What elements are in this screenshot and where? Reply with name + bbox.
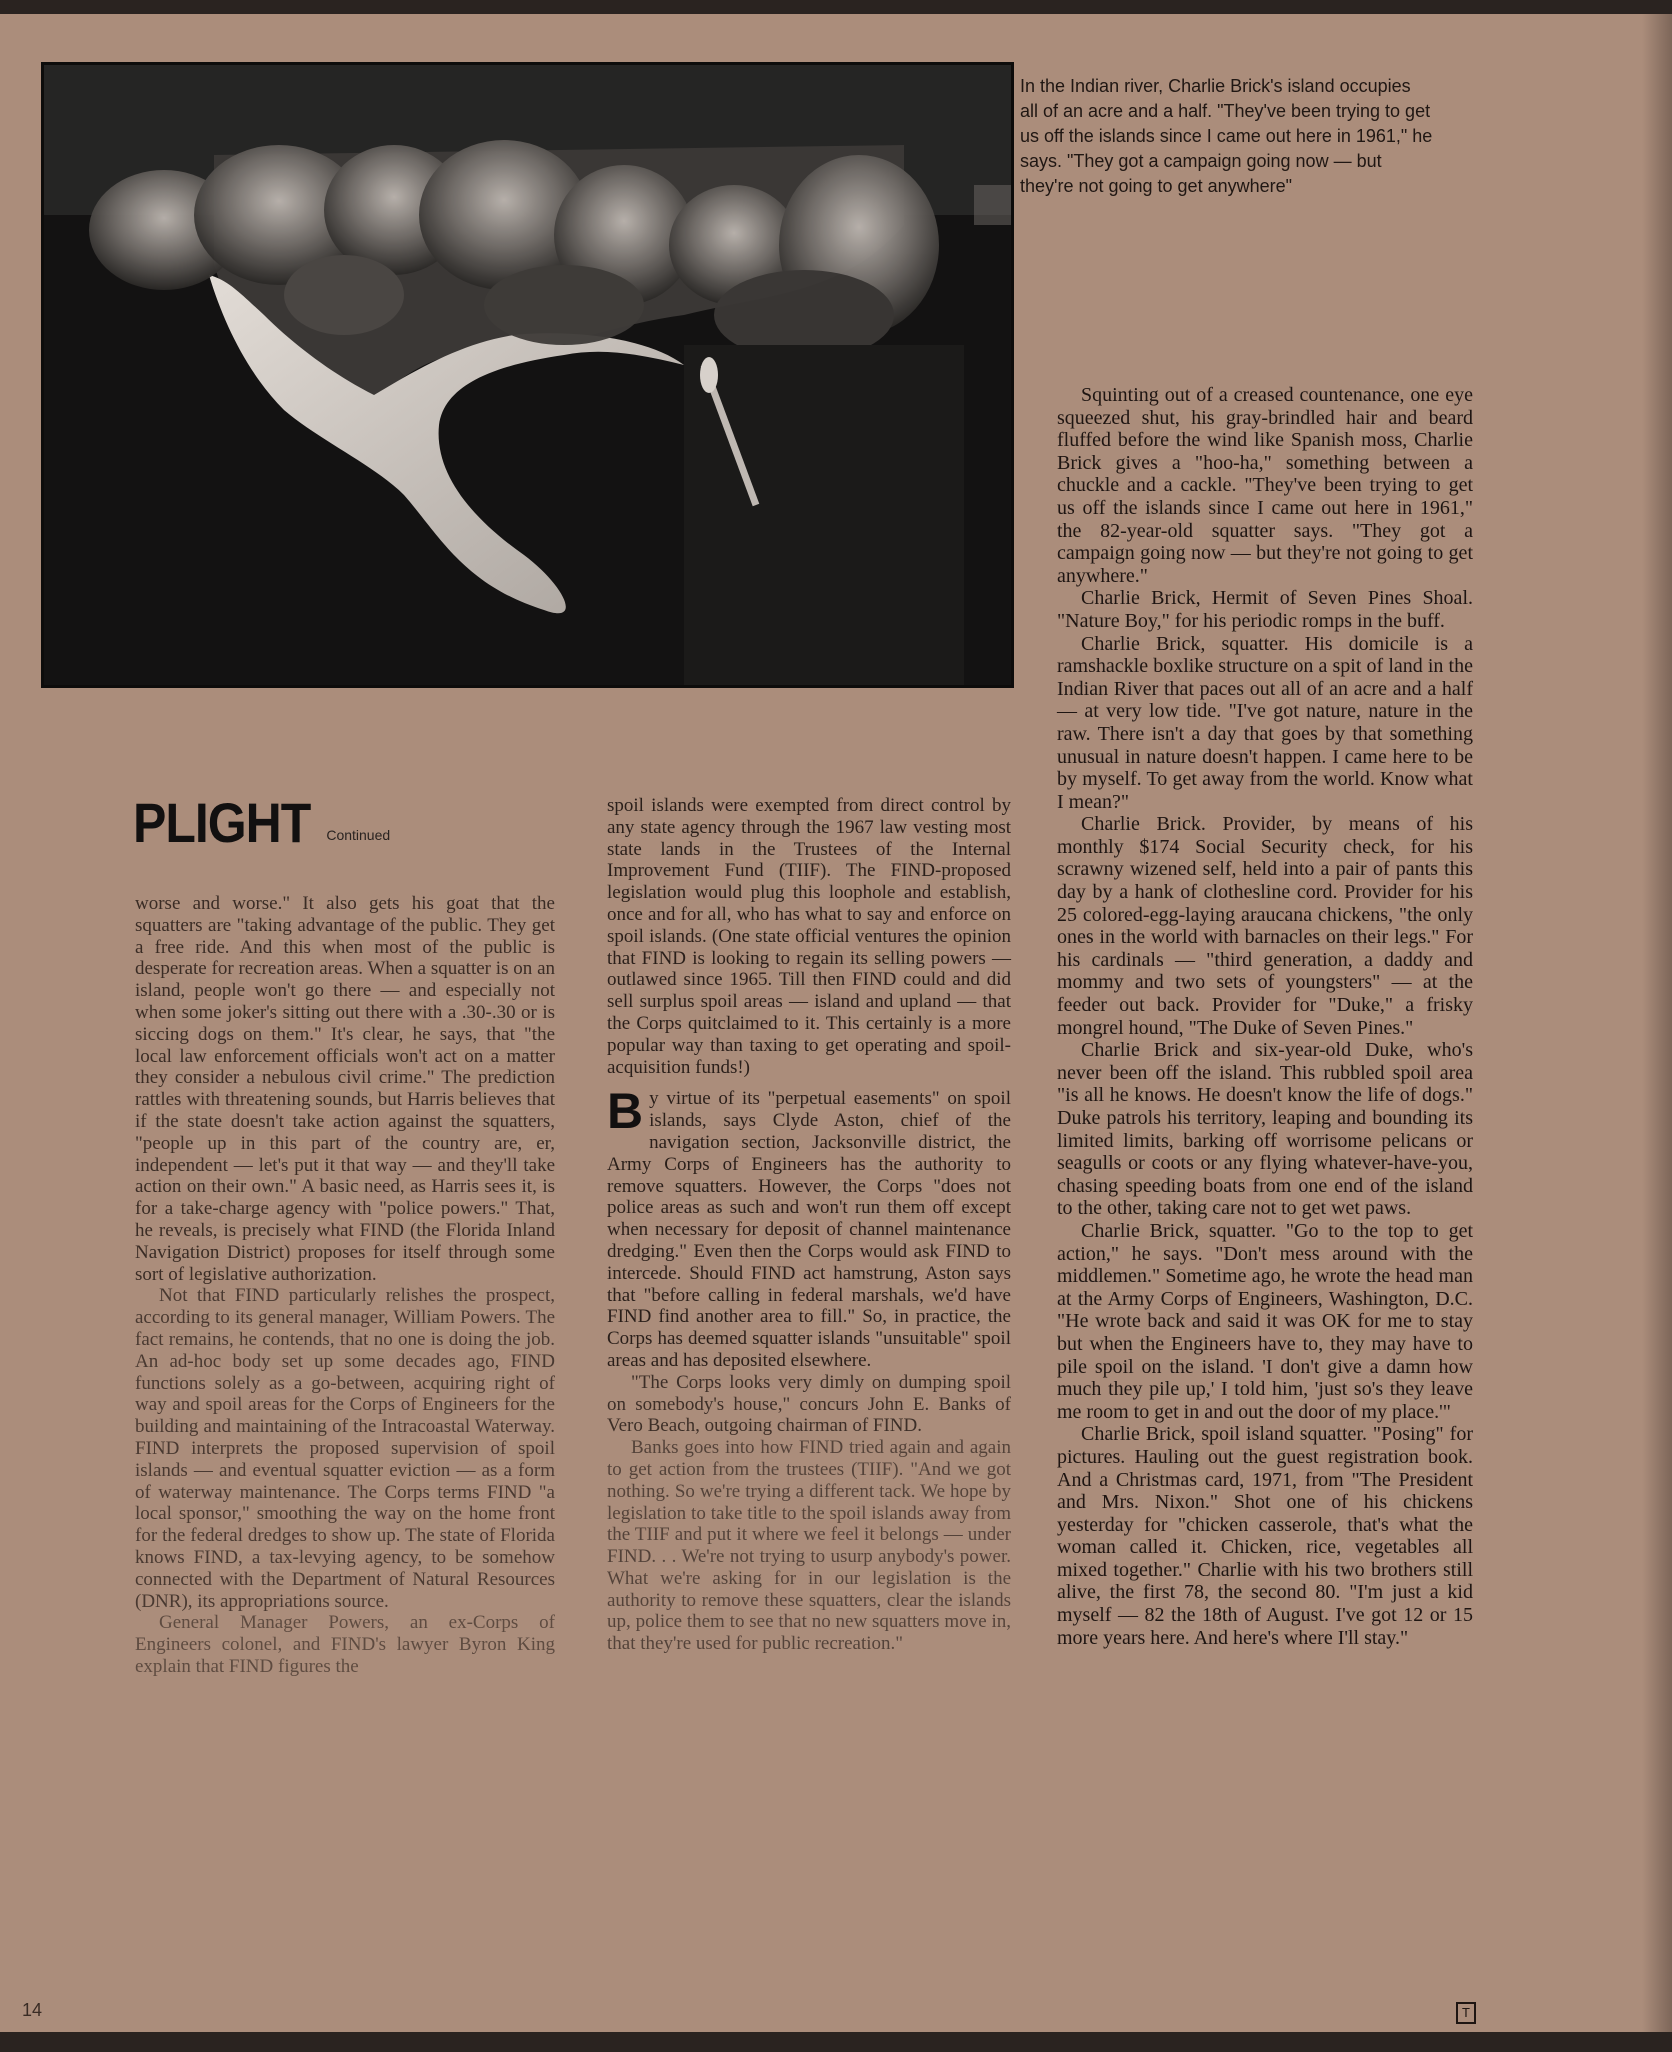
heading-title: PLIGHT bbox=[133, 791, 311, 855]
paragraph: Charlie Brick, spoil island squatter. "Posing" for pictures. Hauling out the guest registration book. And a Christmas card, 1971, from "The President and Mrs. Nixon." Shot one of his chickens yesterday for "chicken casserole, that's what the woman called it. Chicken, rice, vegetables all mixed together." Charlie with his two brothers still alive, the first 78, the second 80. "I'm just a kid myself — 82 the 18th of August. I've got 12 or 15 more years here. And here's where I'll stay." bbox=[1057, 1423, 1473, 1649]
page-edge-shadow bbox=[1642, 0, 1672, 2052]
paragraph-text: y virtue of its "perpetual easements" on spoil islands, says Clyde Aston, chief of the navigation section, Jacksonville district, the Army Corps of Engineers has the authority to remove squatters. However, the Corps "does not police areas as such and won't run them off except when necessary for deposit of channel maintenance dredging." Even then the Corps would ask FIND to intercede. Should FIND act hamstrung, Aston says that "before calling in federal marshals, we'd have FIND find another area to fill." So, in practice, the Corps has deemed squatter islands "unsuitable" spoil areas and has deposited elsewhere. bbox=[607, 1088, 1011, 1371]
caption-line: all of an acre and a half. "They've been trying to get bbox=[1020, 101, 1431, 121]
caption-line: says. "They got a campaign going now — but bbox=[1020, 151, 1382, 171]
photo-caption bbox=[1020, 74, 1450, 199]
caption-line: they're not going to get anywhere" bbox=[1020, 176, 1293, 196]
caption-line: us off the islands since I came out here in 1961," he bbox=[1020, 126, 1433, 146]
paragraph: Charlie Brick, squatter. His domicile is a ramshackle boxlike structure on a spit of land in the Indian River that paces out all of an acre and a half — at very low tide. "I've got nature, nature in the raw. There isn't a day that goes by that something unusual in nature doesn't happen. I came here to be by myself. To get away from the world. Know what I mean?" bbox=[1057, 632, 1473, 813]
page-bottom-edge bbox=[0, 2032, 1672, 2052]
paragraph: Not that FIND particularly relishes the prospect, according to its general manager, William Powers. The fact remains, he contends, that no one is doing the job. An ad-hoc body set up some decades ago, FIND functions solely as a go-between, acquiring right of way and spoil areas for the Corps of Engineers for the building and maintaining of the Intracoastal Waterway. FIND interprets the proposed supervision of spoil islands — and eventual squatter eviction — as a form of waterway maintenance. The Corps terms FIND "a local sponsor," smoothing the way on the home front for the federal dredges to show up. The state of Florida knows FIND, a tax-levying agency, to be somehow connected with the Department of Natural Resources (DNR), its appropriations source. bbox=[135, 1285, 555, 1612]
paragraph: worse and worse." It also gets his goat that the squatters are "taking advantage of the public. They get a free ride. And this when most of the public is desperate for recreation areas. When a squatter is on an island, people won't go there — and especially not when some joker's sitting out there with a .30-.30 or is siccing dogs on them." It's clear, he says, that "the local law enforcement officials won't act on a matter they consider a nebulous civil crime." The prediction rattles with threatening sounds, but Harris believes that if the state doesn't take action against the squatters, "people up in this part of the country are, er, independent — let's put it that way — and they'll take action on their own." A basic need, as Harris sees it, is for a take-charge agency with "police powers." That, he reveals, is precisely what FIND (the Florida Inland Navigation District) proposes for itself through some sort of legislative authorization. bbox=[135, 893, 555, 1285]
drop-cap: B bbox=[607, 1083, 644, 1140]
paragraph: Banks goes into how FIND tried again and again to get action from the trustees (TIIF). "And we got nothing. So we're trying a different tack. We hope by legislation to take title to the spoil islands away from the TIIF and put it where we feel it belongs — under FIND. . . We're not trying to usurp anybody's power. What we're asking for in our legislation is the authority to remove these squatters, clear the islands up, police them to see that no new squatters move in, that they're used for public recreation." bbox=[607, 1437, 1011, 1655]
paragraph: Squinting out of a creased countenance, one eye squeezed shut, his gray-brindled hair and beard fluffed before the wind like Spanish moss, Charlie Brick gives a "hoo-ha," something between a chuckle and a cackle. "They've been trying to get us off the islands since I came out here in 1961," the 82-year-old squatter says. "They got a campaign going now — but they're not going to get anywhere." bbox=[1057, 384, 1473, 587]
paragraph: General Manager Powers, an ex-Corps of Engineers colonel, and FIND's lawyer Byron King explain that FIND figures the bbox=[135, 1612, 555, 1677]
paragraph: Charlie Brick, Hermit of Seven Pines Shoal. "Nature Boy," for his periodic romps in the buff. bbox=[1057, 587, 1473, 632]
text-column-3 bbox=[1057, 384, 1473, 1649]
text-column-1 bbox=[135, 893, 555, 1678]
heading-continued: Continued bbox=[326, 827, 391, 843]
paragraph: Charlie Brick, squatter. "Go to the top to get action," he says. "Don't mess around with the middlemen." Sometime ago, he wrote the head man at the Army Corps of Engineers, Washington, D.C. "He wrote back and said it was OK for me to stay but when the Engineers have to, they may have to pile spoil on the island. 'I don't give a damn how much they pile up,' I told him, 'just so's they leave me room to get in and out the door of my place.'" bbox=[1057, 1219, 1473, 1423]
end-mark-icon: T bbox=[1456, 2002, 1476, 2024]
section-heading bbox=[133, 791, 391, 855]
island-aerial-image bbox=[44, 65, 1011, 685]
paragraph: Charlie Brick and six-year-old Duke, who's never been off the island. This rubbled spoil area "is all he knows. He doesn't know the life of dogs." Duke patrols his territory, leaping and bounding its limited limits, barking off worrisome pelicans or seagulls or coots or any flying whatever-have-you, chasing speeding boats from one end of the island to the other, taking care not to get wet paws. bbox=[1057, 1039, 1473, 1220]
caption-line: In the Indian river, Charlie Brick's island occupies bbox=[1020, 76, 1411, 96]
paragraph-with-dropcap bbox=[607, 1083, 1011, 1371]
paragraph: Charlie Brick. Provider, by means of his monthly $174 Social Security check, for his scrawny wizened self, held into a pair of pants this day by a hank of clothesline cord. Provider for his 25 colored-egg-laying araucana chickens, "the only ones in the world with barnacles on their legs." For his cardinals — "third generation, a daddy and mommy and two sets of youngsters" — at the feeder out back. Provider for "Duke," a frisky mongrel hound, "The Duke of Seven Pines." bbox=[1057, 813, 1473, 1039]
text-column-2 bbox=[607, 795, 1011, 1655]
paragraph: "The Corps looks very dimly on dumping spoil on somebody's house," concurs John E. Banks of Vero Beach, outgoing chairman of FIND. bbox=[607, 1371, 1011, 1437]
paragraph: spoil islands were exempted from direct control by any state agency through the 1967 law vesting most state lands in the Trustees of the Internal Improvement Fund (TIIF). The FIND-proposed legislation would plug this loophole and establish, once and for all, who has what to say and enforce on spoil islands. (One state official ventures the opinion that FIND is looking to regain its selling powers — outlawed since 1965. Till then FIND could and did sell surplus spoil areas — island and upland — that the Corps quitclaimed to it. This certainly is a more popular way than taxing to get operating and spoil-acquisition funds!) bbox=[607, 795, 1011, 1078]
island-photo bbox=[41, 62, 1014, 688]
page-number: 14 bbox=[22, 2000, 43, 2020]
